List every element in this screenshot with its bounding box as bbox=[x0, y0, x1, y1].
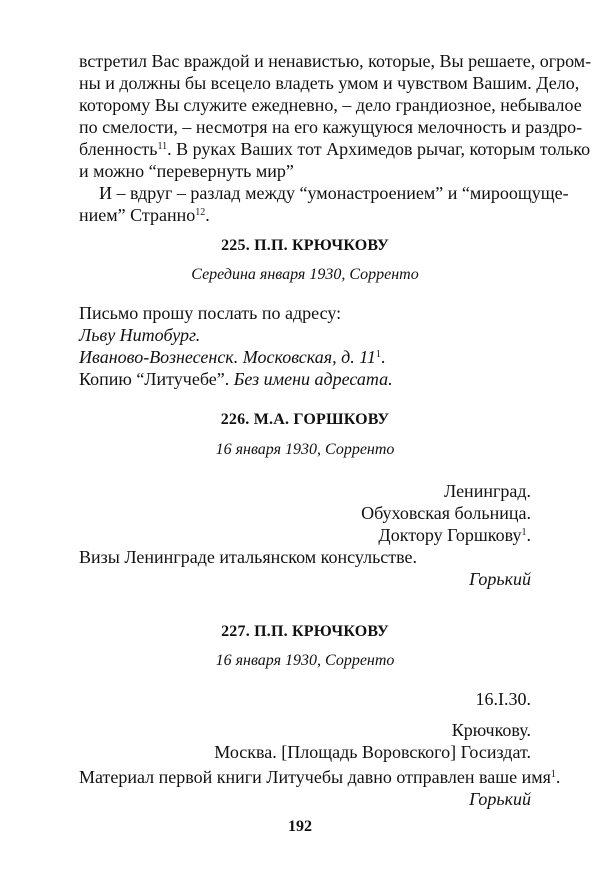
address-text: Доктору Горшкову bbox=[378, 525, 522, 545]
footnote-ref: 1 bbox=[375, 349, 381, 360]
address-line bbox=[79, 524, 531, 546]
intro-text: бленность bbox=[79, 139, 158, 159]
intro-text: . bbox=[205, 205, 210, 225]
letter-225 bbox=[79, 236, 531, 256]
intro-line: ны и должны бы всецело владеть умом и чувством Вашим. Дело, bbox=[79, 73, 580, 93]
footnote-ref: 11 bbox=[157, 141, 168, 152]
letter-heading: 227. П.П. КРЮЧКОВУ bbox=[221, 623, 389, 640]
letter-227-body bbox=[79, 766, 561, 810]
letter-227-address bbox=[79, 719, 531, 763]
letter-line: Письмо прошу послать по адресу: bbox=[79, 303, 342, 323]
intro-line: И – вдруг – разлад между “умонастроением” и “мироощуще- bbox=[99, 183, 569, 203]
footnote-ref: 12 bbox=[195, 207, 206, 218]
intro-text: нием” Странно bbox=[79, 205, 196, 225]
intro-line: по смелости, – несмотря на его кажущуюся мелочность и раздро- bbox=[79, 117, 583, 137]
intro-text: . В руках Ваших тот Архимедов рычаг, которым только bbox=[167, 139, 591, 159]
letter-226-body bbox=[79, 546, 531, 590]
letter-line: Льву Нитобург. bbox=[79, 325, 201, 345]
letter-226-dateline-block bbox=[79, 440, 531, 460]
letter-227 bbox=[79, 622, 531, 642]
letter-text: Иваново-Вознесенск. Московская, д. 11 bbox=[79, 347, 376, 367]
letter-date: 16.I.30. bbox=[475, 689, 531, 709]
address-line: Крючкову. bbox=[451, 720, 531, 740]
letter-heading: 226. М.А. ГОРШКОВУ bbox=[220, 411, 390, 428]
letter-225-dateline-block bbox=[79, 265, 531, 285]
letter-line: Визы Ленинграде итальянском консульстве. bbox=[79, 547, 418, 567]
intro-paragraph bbox=[79, 50, 592, 226]
letter-226 bbox=[79, 410, 531, 430]
footnote-ref: 1 bbox=[521, 527, 527, 538]
address-line: Москва. [Площадь Воровского] Госиздат. bbox=[214, 742, 531, 762]
letter-226-address bbox=[79, 480, 531, 546]
letter-text: Без имени адресата. bbox=[233, 369, 393, 389]
intro-line: которому Вы служите ежедневно, – дело грандиозное, небывалое bbox=[79, 95, 582, 115]
letter-heading: 225. П.П. КРЮЧКОВУ bbox=[221, 237, 389, 254]
letter-227-date bbox=[79, 688, 531, 710]
footnote-ref: 1 bbox=[550, 769, 556, 780]
letter-text: Материал первой книги Литучебы давно отправлен ваше имя bbox=[79, 767, 551, 787]
letter-text: . bbox=[555, 767, 561, 787]
address-line: Ленинград. bbox=[443, 481, 531, 501]
letter-line bbox=[79, 766, 561, 788]
letter-227-dateline-block bbox=[79, 651, 531, 671]
letter-text: Копию “Литучебе”. bbox=[79, 369, 234, 389]
intro-line bbox=[79, 138, 591, 160]
intro-line: встретил Вас враждой и ненавистью, которые, Вы решаете, огром- bbox=[79, 51, 592, 71]
letter-225-body bbox=[79, 302, 531, 390]
letter-text: . bbox=[380, 347, 386, 367]
letter-dateline: Середина января 1930, Сорренто bbox=[191, 266, 419, 283]
letter-line bbox=[79, 368, 531, 390]
page-number: 192 bbox=[288, 818, 312, 835]
address-line: Обуховская больница. bbox=[361, 503, 531, 523]
intro-line bbox=[79, 204, 531, 226]
signature: Горький bbox=[469, 569, 531, 589]
letter-dateline: 16 января 1930, Сорренто bbox=[215, 441, 395, 458]
address-text: . bbox=[526, 525, 531, 545]
letter-dateline: 16 января 1930, Сорренто bbox=[215, 652, 395, 669]
signature: Горький bbox=[469, 789, 531, 809]
letter-line bbox=[79, 346, 531, 368]
intro-line: и можно “перевернуть мир” bbox=[79, 161, 294, 181]
